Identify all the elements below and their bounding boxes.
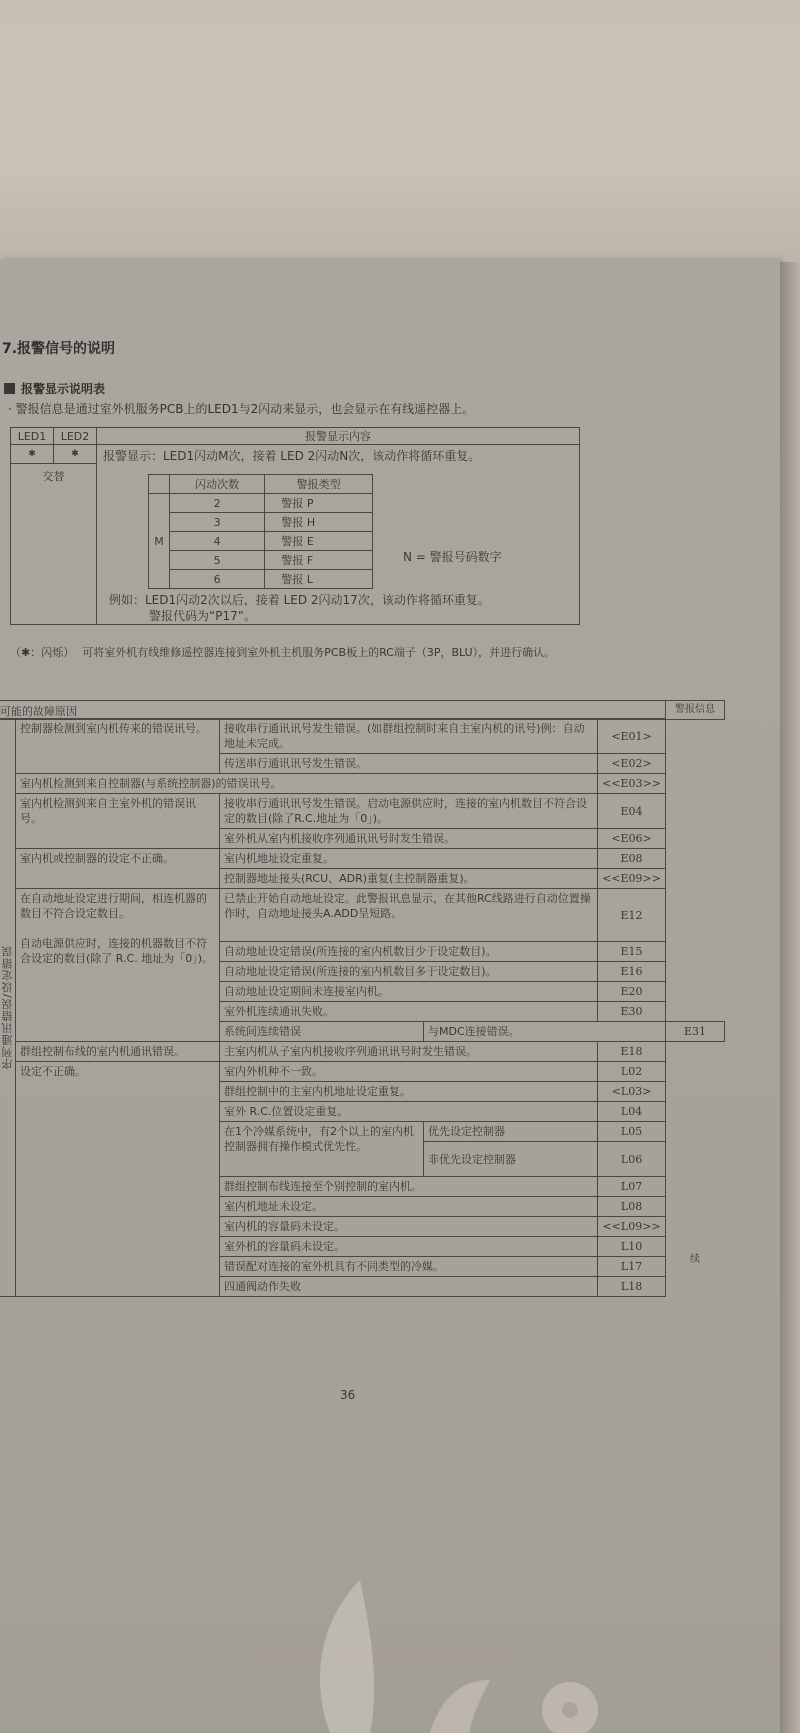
alarm-type: 警报 F <box>265 551 373 570</box>
page-edge <box>780 262 800 1733</box>
alarm-code: <E06> <box>598 829 666 849</box>
page-number: 36 <box>340 1388 356 1402</box>
n-definition: N = 警报号码数字 <box>403 550 502 564</box>
alarm-code: <E01> <box>598 719 666 754</box>
cause-cell: 设定不正确。 <box>16 1062 220 1297</box>
alarm-code: E16 <box>598 962 666 982</box>
blink-count: 4 <box>170 532 265 551</box>
cause-cell: 群组控制布线的室内机通讯错误。 <box>16 1042 220 1062</box>
section-title: 7.报警信号的说明 <box>2 341 116 357</box>
detail-cell: 非优先设定控制器 <box>424 1142 598 1177</box>
led1-blink-icon: ✱ <box>11 445 54 464</box>
intro-text: · 警报信息是通过室外机服务PCB上的LED1与2闪动来显示，也会显示在有线遥控器上。 <box>8 402 475 416</box>
detail-cell: 自动地址设定期间未连接室内机。 <box>220 982 598 1002</box>
alarm-code: E08 <box>598 849 666 869</box>
flower-pattern-decoration <box>270 1560 690 1733</box>
detail-cell: 群组控制布线连接至个别控制的室内机。 <box>220 1177 598 1197</box>
cause-cell: 系统间连续错误 <box>220 1022 424 1042</box>
cause-column-header: 可能的故障原因 <box>0 705 77 718</box>
alarm-code: E04 <box>598 794 666 829</box>
alarm-code: E20 <box>598 982 666 1002</box>
alarm-code: L07 <box>598 1177 666 1197</box>
example-line-1: 例如：LED1闪动2次以后，接着 LED 2闪动17次，该动作将循环重复。 <box>109 593 490 607</box>
detail-cell: 接收串行通讯讯号发生错误。(如群组控制时来自主室内机的讯号)例：自动地址未完成。 <box>220 719 598 754</box>
alternate-label: 交替 <box>11 464 97 625</box>
alarm-code: E30 <box>598 1002 666 1022</box>
display-description: 报警显示：LED1闪动M次，接着 LED 2闪动N次，该动作将循环重复。 <box>103 449 481 463</box>
detail-cell: 室内机地址设定重复。 <box>220 849 598 869</box>
blank-cell <box>149 475 170 494</box>
alarm-code: <<E03>> <box>598 774 666 794</box>
detail-cell: 室外机连续通讯失败。 <box>220 1002 598 1022</box>
blink-count-table <box>148 474 373 589</box>
alarm-type: 警报 P <box>265 494 373 513</box>
blink-count: 3 <box>170 513 265 532</box>
detail-cell: 错误配对连接的室外机具有不同类型的冷媒。 <box>220 1257 598 1277</box>
cause-cell: 室内机检测到来自控制器(与系统控制器)的错误讯号。 <box>16 774 598 794</box>
category-label: 序列通讯错误/设定错误 <box>1 945 14 1070</box>
alarm-code: E31 <box>666 1022 725 1042</box>
alarm-type: 警报 L <box>265 570 373 589</box>
example-line-2: 警报代码为“P17”。 <box>149 609 256 623</box>
alarm-code: L18 <box>598 1277 666 1297</box>
alarm-type: 警报 H <box>265 513 373 532</box>
fault-cause-table <box>0 718 725 1297</box>
detail-cell: 室内外机种不一致。 <box>220 1062 598 1082</box>
cause-cell: 控制器检测到室内机传来的错误讯号。 <box>16 719 220 774</box>
continued-mark: 续 <box>690 1254 700 1265</box>
alarm-code: L02 <box>598 1062 666 1082</box>
alarm-code: E12 <box>598 889 666 942</box>
detail-cell: 控制器地址接头(RCU、ADR)重复(主控制器重复)。 <box>220 869 598 889</box>
blink-count: 5 <box>170 551 265 570</box>
subsection-title <box>4 380 105 397</box>
led2-blink-icon: ✱ <box>54 445 97 464</box>
alarm-code: L10 <box>598 1237 666 1257</box>
led2-header: LED2 <box>54 428 97 445</box>
detail-cell: 自动地址设定错误(所连接的室内机数目多于设定数目)。 <box>220 962 598 982</box>
blink-count: 6 <box>170 570 265 589</box>
blink-note <box>10 645 602 660</box>
detail-cell: 已禁止开始自动地址设定。此警报讯息显示，在其他RC线路进行自动位置操作时，自动地址接头A.ADD呈短路。 <box>220 889 598 942</box>
example-text <box>109 592 490 624</box>
subsection-title-text: 报警显示说明表 <box>21 382 106 396</box>
detail-cell: 室内机地址未设定。 <box>220 1197 598 1217</box>
detail-cell: 自动地址设定错误(所连接的室内机数目少于设定数目)。 <box>220 942 598 962</box>
square-bullet-icon <box>4 383 15 394</box>
display-content-header: 报警显示内容 <box>97 428 580 445</box>
fault-table-header <box>0 700 725 720</box>
display-detail-area <box>103 464 579 624</box>
alarm-code: E18 <box>598 1042 666 1062</box>
alarm-code: E15 <box>598 942 666 962</box>
blink-symbol-legend: （✱：闪烁） <box>10 646 75 659</box>
alarm-code: <<L09>> <box>598 1217 666 1237</box>
alarm-type-header: 警报类型 <box>265 475 373 494</box>
alarm-code: L17 <box>598 1257 666 1277</box>
alarm-code: <E02> <box>598 754 666 774</box>
background-surface <box>0 0 800 265</box>
alarm-code-column-header: 警报信息 <box>665 701 725 719</box>
blink-count-header: 闪动次数 <box>170 475 265 494</box>
blink-note-text: 可将室外机有线维修遥控器连接到室外机主机服务PCB板上的RC端子（3P，BLU），并进行确认。 <box>82 646 556 659</box>
alarm-code: L08 <box>598 1197 666 1217</box>
alarm-code: <<E09>> <box>598 869 666 889</box>
led-display-table <box>10 427 580 625</box>
priority-cause-cell: 在1个冷媒系统中，有2个以上的室内机控制器拥有操作模式优先性。 <box>220 1122 424 1177</box>
alarm-code: L06 <box>598 1142 666 1177</box>
alarm-code: L05 <box>598 1122 666 1142</box>
cause-text-b: 自动电源供应时，连接的机器数目不符合设定的数目(除了 R.C. 地址为「0」)。 <box>20 937 213 965</box>
detail-cell: 接收串行通讯讯号发生错误。启动电源供应时，连接的室内机数目不符合设定的数目(除了R.C.地址为「0」)。 <box>220 794 598 829</box>
blink-count: 2 <box>170 494 265 513</box>
detail-cell: 群组控制中的主室内机地址设定重复。 <box>220 1082 598 1102</box>
detail-cell: 室外 R.C.位置设定重复。 <box>220 1102 598 1122</box>
detail-cell: 与MDC连接错误。 <box>424 1022 666 1042</box>
detail-cell: 室外机从室内机接收序列通讯讯号时发生错误。 <box>220 829 598 849</box>
detail-cell: 室外机的容量码未设定。 <box>220 1237 598 1257</box>
detail-cell: 优先设定控制器 <box>424 1122 598 1142</box>
m-label: M <box>149 494 170 589</box>
led1-header: LED1 <box>11 428 54 445</box>
detail-cell: 室内机的容量码未设定。 <box>220 1217 598 1237</box>
detail-cell: 传送串行通讯讯号发生错误。 <box>220 754 598 774</box>
alarm-code: L04 <box>598 1102 666 1122</box>
cause-text-a: 在自动地址设定进行期间，相连机器的数目不符合设定数目。 <box>20 892 207 920</box>
cause-cell: 室内机或控制器的设定不正确。 <box>16 849 220 889</box>
detail-cell: 主室内机从子室内机接收序列通讯讯号时发生错误。 <box>220 1042 598 1062</box>
alarm-type: 警报 E <box>265 532 373 551</box>
display-content-cell <box>97 445 580 625</box>
category-cell <box>0 719 16 1297</box>
cause-cell: 室内机检测到来自主室外机的错误讯号。 <box>16 794 220 849</box>
alarm-code: <L03> <box>598 1082 666 1102</box>
cause-cell <box>16 889 220 1042</box>
detail-cell: 四通阀动作失败 <box>220 1277 598 1297</box>
